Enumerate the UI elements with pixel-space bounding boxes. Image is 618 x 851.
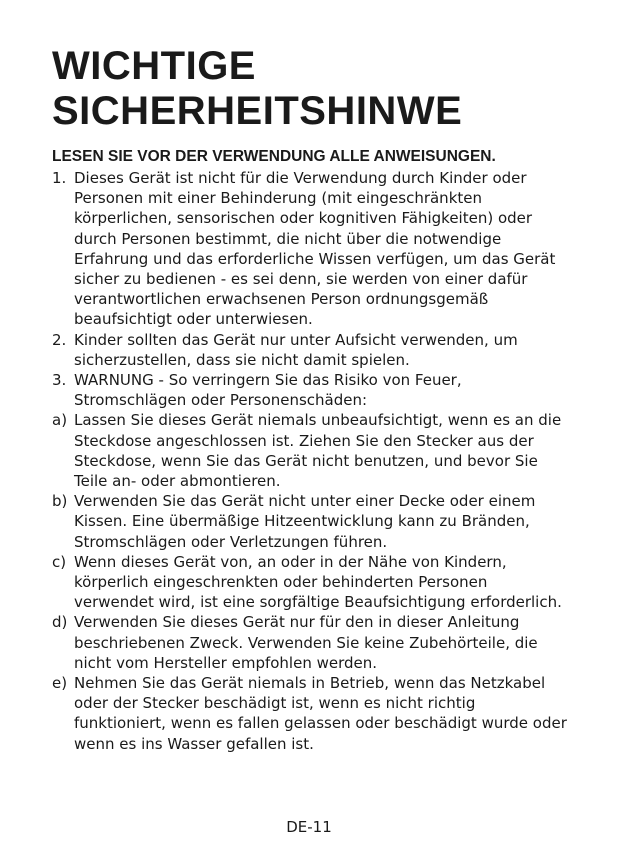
item-text: Verwenden Sie dieses Gerät nur für den in dieser Anleitung beschriebenen Zweck. Verwenden Sie keine Zubehörteile, die nicht vom Hersteller empfohlen werden. — [74, 613, 538, 672]
list-item — [52, 168, 572, 330]
list-item — [52, 491, 572, 552]
list-item — [52, 370, 572, 410]
item-text: Nehmen Sie das Gerät niemals in Betrieb, wenn das Netzkabel oder der Stecker beschädigt ist, wenn es nicht richtig funktioniert, wenn es fallen gelassen oder beschädigt wurde oder wenn es ins Wasser gefallen ist. — [74, 674, 567, 753]
list-item — [52, 410, 572, 491]
item-marker: b) — [52, 492, 68, 511]
page-number: DE-11 — [286, 818, 332, 836]
item-marker: 1. — [52, 169, 67, 187]
document-page — [52, 44, 572, 754]
title-line-2: SICHERHEITSHINWE — [52, 89, 463, 133]
item-marker: a) — [52, 411, 68, 430]
item-marker: 3. — [52, 371, 67, 390]
title-line-1: WICHTIGE — [52, 44, 256, 88]
item-marker: e) — [52, 674, 68, 693]
list-item — [52, 612, 572, 673]
item-text: WARNUNG - So verringern Sie das Risiko von Feuer, Stromschlägen oder Personenschäden: — [74, 371, 462, 410]
list-item — [52, 673, 572, 754]
item-marker: c) — [52, 552, 67, 571]
instructions-heading: LESEN SIE VOR DER VERWENDUNG ALLE ANWEISUNGEN. — [52, 148, 496, 165]
list-item — [52, 552, 572, 613]
item-text: Verwenden Sie das Gerät nicht unter einer Decke oder einem Kissen. Eine übermäßige Hitzeentwicklung kann zu Bränden, Stromschlägen oder Verletzungen führen. — [74, 492, 536, 551]
item-text: Wenn dieses Gerät von, an oder in der Nähe von Kindern, körperlich eingeschrenkten oder behinderten Personen verwendet wird, ist eine sorgfältige Beaufsichtigung erforderlich. — [74, 552, 562, 612]
item-text: Lassen Sie dieses Gerät niemals unbeaufsichtigt, wenn es an die Steckdose angeschlossen ist. Ziehen Sie den Stecker aus der Steckdose, wenn Sie das Gerät nicht benutzen, und bevor Sie Teile an- oder abmontieren. — [74, 411, 562, 491]
page-title — [52, 44, 572, 134]
item-marker: 2. — [52, 330, 67, 349]
item-text: Dieses Gerät ist nicht für die Verwendung durch Kinder oder Personen mit einer Behinderung (mit eingeschränkten körperlichen, sensorischen oder kognitiven Fähigkeiten) oder durch Personen bestimmt, die nicht über die notwendige Erfahrung und das erforderliche Wissen verfügen, um das Gerät sicher zu bedienen - es sei denn, sie werden von einer dafür verantwortlichen erwachsenen Person ordnungsgemäß beaufsichtigt oder unterwiesen. — [74, 169, 556, 329]
item-text: Kinder sollten das Gerät nur unter Aufsicht verwenden, um sicherzustellen, dass sie nicht damit spielen. — [74, 330, 518, 369]
list-item — [52, 330, 572, 370]
safety-instructions-list — [52, 168, 572, 754]
item-marker: d) — [52, 613, 68, 632]
